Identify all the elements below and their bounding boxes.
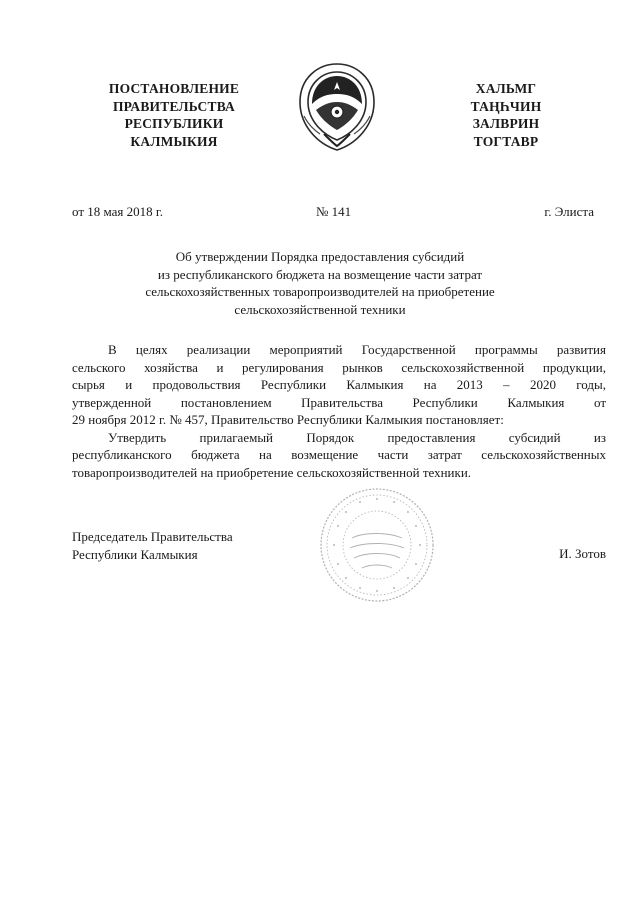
body-line: сельского хозяйства и регулирования рынков сельскохозяйственной продукции, bbox=[72, 359, 606, 375]
document-title bbox=[90, 248, 550, 318]
header-left-line: КАЛМЫКИЯ bbox=[130, 133, 218, 149]
signatory-title-line: Республики Калмыкия bbox=[72, 547, 198, 562]
signatory-title-line: Председатель Правительства bbox=[72, 529, 233, 544]
body-line: сырья и продовольствия Республики Калмыкия на 2013 – 2020 годы, bbox=[72, 377, 606, 392]
title-line: сельскохозяйственных товаропроизводителей на приобретение bbox=[145, 284, 495, 300]
title-line: из республиканского бюджета на возмещение части затрат bbox=[157, 266, 483, 282]
header-left-line: РЕСПУБЛИКИ bbox=[124, 116, 224, 131]
header-left-line: ПРАВИТЕЛЬСТВА bbox=[112, 98, 235, 114]
header-right-line: ТОГТАВР bbox=[473, 133, 539, 149]
body-line: В целях реализации мероприятий Государственной программы развития bbox=[108, 342, 606, 357]
header-right-line: ХАЛЬМГ bbox=[475, 81, 537, 96]
header-right-line: ТАҢҺЧИН bbox=[470, 98, 542, 114]
header-authority-russian bbox=[86, 80, 262, 150]
official-seal-icon bbox=[318, 486, 436, 604]
body-line: утвержденной постановлением Правительства Республики Калмыкия от bbox=[72, 394, 606, 410]
signatory-title bbox=[72, 528, 233, 564]
document-date: от 18 мая 2018 г. bbox=[72, 204, 164, 219]
body-line: республиканского бюджета на возмещение части затрат сельскохозяйственных bbox=[72, 447, 606, 462]
header-right-line: ЗАЛВРИН bbox=[472, 116, 540, 131]
document-body bbox=[72, 341, 606, 481]
emblem-of-kalmykia-icon bbox=[294, 60, 380, 156]
body-line: Утвердить прилагаемый Порядок предоставления субсидий из bbox=[108, 429, 606, 445]
header-left-line: ПОСТАНОВЛЕНИЕ bbox=[108, 81, 240, 96]
title-line: Об утверждении Порядка предоставления субсидий bbox=[175, 249, 465, 264]
header-authority-kalmyk bbox=[446, 80, 566, 150]
document-number: № 141 bbox=[316, 204, 352, 219]
document-place: г. Элиста bbox=[544, 204, 594, 219]
body-line: 29 ноября 2012 г. № 457, Правительство Республики Калмыкия постановляет: bbox=[72, 412, 504, 427]
body-line: товаропроизводителей на приобретение сельскохозяйственной техники. bbox=[72, 464, 472, 480]
signatory-name: И. Зотов bbox=[559, 546, 606, 561]
title-line: сельскохозяйственной техники bbox=[234, 301, 406, 317]
